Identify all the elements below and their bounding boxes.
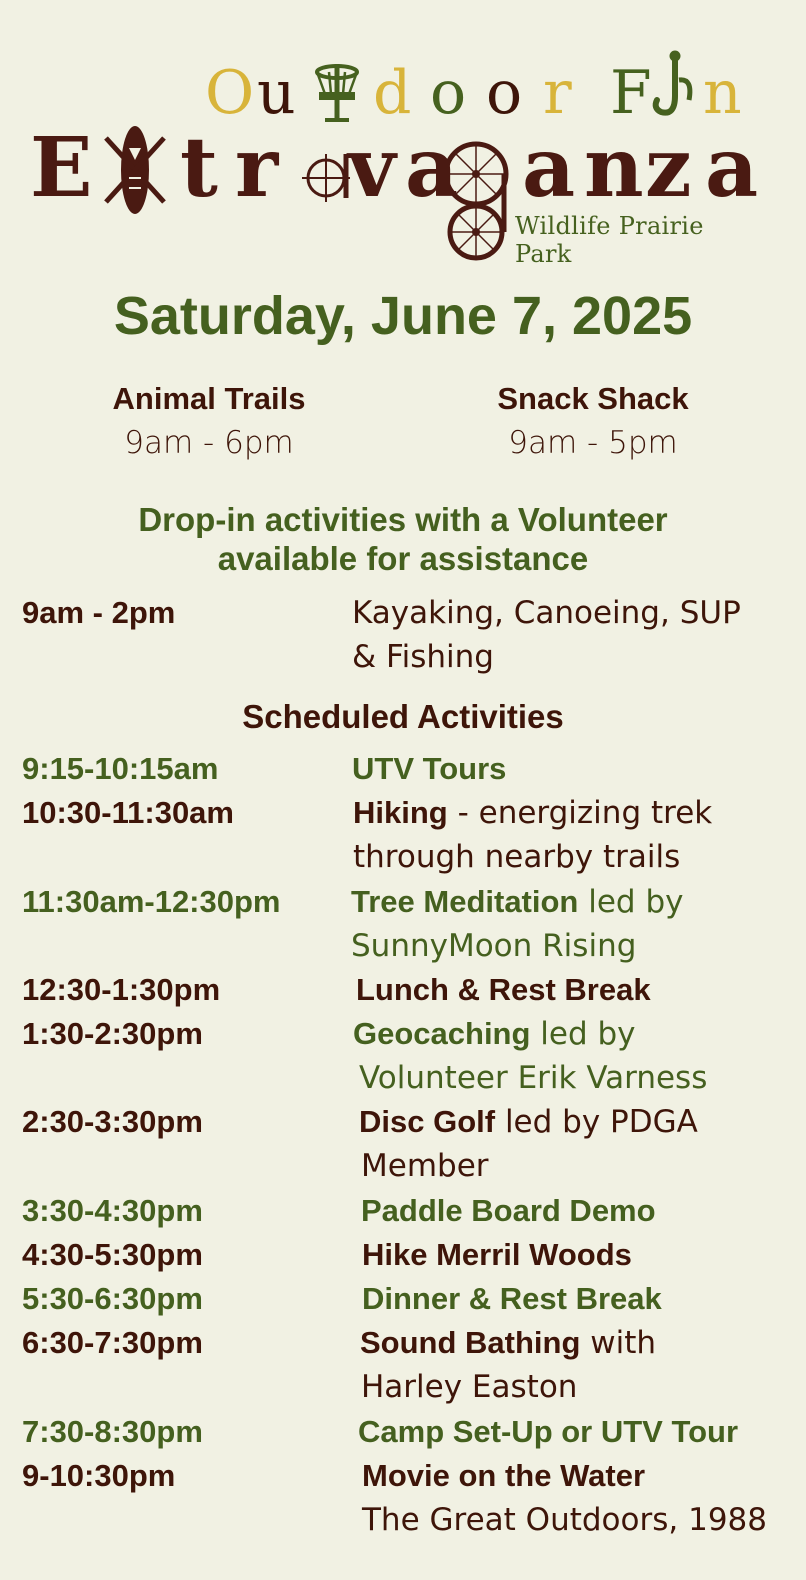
schedule-time: 9:15-10:15am [22, 751, 219, 786]
activity-name: Paddle Board Demo [361, 1193, 656, 1228]
schedule-activity [361, 1189, 656, 1233]
activity-detail-line2: SunnyMoon Rising [351, 928, 637, 964]
logo-letter: a [522, 120, 576, 216]
logo-letter: n [703, 58, 742, 128]
activity-name: Lunch & Rest Break [356, 972, 651, 1007]
logo-letter: a [405, 120, 459, 216]
activity-detail-line2: Harley Easton [361, 1369, 578, 1405]
schedule-time: 3:30-4:30pm [22, 1193, 203, 1228]
dropin-desc-line2: & Fishing [352, 639, 494, 675]
schedule-activity [360, 1321, 656, 1409]
activity-name: Camp Set-Up or UTV Tour [358, 1414, 739, 1449]
schedule-time: 9-10:30pm [22, 1458, 176, 1493]
hours-snack-shack [443, 381, 743, 461]
schedule-activity [352, 747, 506, 791]
logo-letter: o [486, 58, 523, 128]
schedule-activity [353, 791, 712, 879]
hours-time: 9am - 6pm [124, 425, 294, 461]
logo-subtitle: Wildlife Prairie Park [515, 212, 704, 268]
logo-letter: t [180, 120, 218, 216]
schedule-time: 2:30-3:30pm [22, 1104, 203, 1139]
dropin-desc [352, 591, 741, 679]
activity-name: Hiking [353, 795, 448, 830]
activity-detail-line2: Volunteer Erik Varness [359, 1060, 708, 1096]
activity-detail: led by [578, 884, 684, 920]
hours-animal-trails [59, 381, 359, 461]
logo-letter: u [257, 58, 296, 128]
logo-letter: E [30, 120, 93, 216]
bicycle-wheel-g-icon [442, 140, 512, 290]
activity-name: Tree Meditation [351, 884, 579, 919]
schedule-activity [356, 968, 651, 1012]
activity-detail: led by PDGA [495, 1104, 698, 1140]
activity-name: Dinner & Rest Break [362, 1281, 662, 1316]
dropin-heading [0, 500, 806, 578]
schedule-activity [358, 1410, 738, 1454]
activity-detail-line2: through nearby trails [353, 839, 681, 875]
hours-title: Snack Shack [497, 381, 689, 416]
activity-detail: with [580, 1325, 657, 1361]
schedule-activity [362, 1233, 632, 1277]
dropin-desc-line1: Kayaking, Canoeing, SUP [352, 595, 741, 631]
activity-name: Movie on the Water [362, 1458, 646, 1493]
schedule-activity [353, 1012, 707, 1100]
dropin-time: 9am - 2pm [22, 595, 176, 630]
activity-detail: - energizing trek [447, 795, 713, 831]
logo-letter: O [205, 58, 255, 128]
logo-letter: z [645, 120, 692, 216]
activity-name: UTV Tours [352, 751, 507, 786]
activity-name: Sound Bathing [360, 1325, 581, 1360]
schedule-time: 6:30-7:30pm [22, 1325, 203, 1360]
activity-name: Geocaching [353, 1016, 531, 1051]
paddle-board-icon [100, 118, 170, 218]
event-date: Saturday, June 7, 2025 [113, 286, 693, 346]
logo-letter: d [373, 58, 412, 128]
activity-name: Hike Merril Woods [362, 1237, 632, 1272]
schedule-activity [362, 1277, 662, 1321]
schedule-time: 5:30-6:30pm [22, 1281, 203, 1316]
dropin-heading-line1: Drop-in activities with a Volunteer [138, 501, 668, 538]
logo-letter: F [610, 58, 652, 128]
schedule-time: 11:30am-12:30pm [22, 884, 281, 919]
logo-letter: r [235, 120, 279, 216]
activity-detail-line2: Member [361, 1148, 489, 1184]
schedule-activity [359, 1100, 698, 1188]
activity-name: Disc Golf [359, 1104, 496, 1139]
schedule-time: 1:30-2:30pm [22, 1016, 203, 1051]
logo-letter: a [705, 120, 759, 216]
activity-detail-line2: The Great Outdoors, 1988 [362, 1502, 767, 1538]
fishing-hook-icon [653, 50, 703, 126]
logo-letter: n [584, 120, 644, 216]
dropin-heading-line2: available for assistance [217, 540, 589, 577]
logo-letter: r [543, 58, 572, 128]
hours-time: 9am - 5pm [508, 425, 678, 461]
hours-title: Animal Trails [112, 381, 306, 416]
schedule-time: 4:30-5:30pm [22, 1237, 203, 1272]
schedule-time: 12:30-1:30pm [22, 972, 221, 1007]
schedule-time: 7:30-8:30pm [22, 1414, 203, 1449]
logo-letter: v [348, 120, 396, 216]
schedule-activity [362, 1454, 767, 1542]
logo-line-extravaganza [30, 118, 770, 218]
logo-letter: o [430, 58, 467, 128]
activity-detail: led by [530, 1016, 636, 1052]
schedule-heading: Scheduled Activities [242, 698, 564, 735]
schedule-time: 10:30-11:30am [22, 795, 234, 830]
schedule-activity [351, 880, 683, 968]
